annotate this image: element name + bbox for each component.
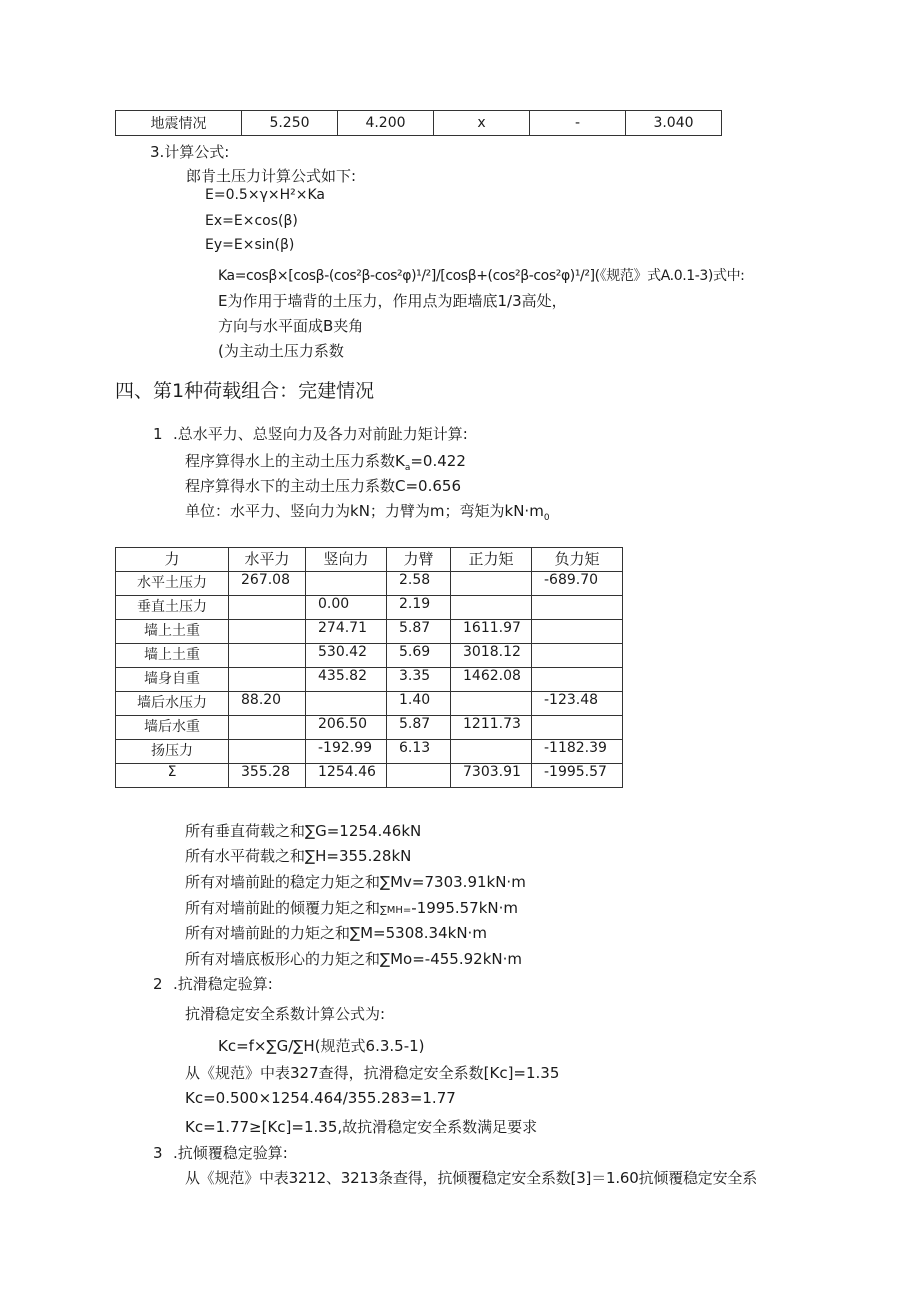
table-cell: 1.40 [387,692,451,716]
table-cell: 206.50 [306,716,387,740]
sum-mh-line [185,898,518,921]
sliding-conclusion: Kc=1.77≥[Kc]=1.35,故抗滑稳定安全系数满足要求 [185,1118,538,1136]
table-cell: -192.99 [306,740,387,764]
table-cell: 355.28 [229,764,306,788]
table-cell [229,644,306,668]
note-e: E为作用于墙背的土压力，作用点为距墙底1/3高处， [218,292,567,310]
sum-mo: 所有对墙底板形心的力矩之和∑Mo=-455.92kN·m [185,950,522,968]
table-cell: 1611.97 [451,620,532,644]
table-row [116,668,623,692]
table-cell: 6.13 [387,740,451,764]
sum-g: 所有垂直荷载之和∑G=1254.46kN [185,822,422,840]
table-header-cell: 正力矩 [451,548,532,572]
table-cell: 垂直土压力 [116,596,229,620]
ka-above-line [185,451,466,478]
table-cell [306,572,387,596]
ka-subscript: a [404,463,411,473]
seismic-table [115,110,722,136]
formula-ey: Ey=E×sin(β) [205,237,295,253]
table-cell: -689.70 [532,572,623,596]
table-cell [532,620,623,644]
sliding-table-ref: 从《规范》中表327查得，抗滑稳定安全系数[Kc]=1.35 [185,1064,560,1082]
sum-mh-prefix: 所有对墙前趾的倾覆力矩之和 [185,899,381,917]
item1-number: 1 [153,425,163,443]
table-row [116,111,722,136]
table-cell [229,740,306,764]
note-direction: 方向与水平面成B夹角 [218,317,364,335]
table-cell: 1462.08 [451,668,532,692]
table-row [116,716,623,740]
table-cell: 1211.73 [451,716,532,740]
table-cell [229,620,306,644]
table-cell: - [530,111,626,136]
table-cell: -1182.39 [532,740,623,764]
ka-above-suffix: =0.422 [410,452,466,470]
ka-above-prefix: 程序算得水上的主动土压力系数K [185,452,405,470]
table-row [116,740,623,764]
table-cell [451,596,532,620]
sum-mh-value: -1995.57kN·m [411,899,519,917]
table-header-cell: 力 [116,548,229,572]
sliding-formula: Kc=f×∑G∕∑H(规范式6.3.5-1) [218,1037,425,1055]
sliding-calc: Kc=0.500×1254.464/355.283=1.77 [185,1089,456,1107]
table-cell: 4.200 [338,111,434,136]
table-cell [306,692,387,716]
table-cell: 扬压力 [116,740,229,764]
sliding-intro: 抗滑稳定安全系数计算公式为: [185,1005,386,1023]
table-cell: 2.58 [387,572,451,596]
table-cell [451,740,532,764]
table-row [116,692,623,716]
table-cell [451,572,532,596]
item3-number: 3 [153,1144,163,1162]
table-cell: 5.87 [387,620,451,644]
table-cell: 435.82 [306,668,387,692]
item2-heading: .抗滑稳定验算: [173,975,273,993]
table-cell: 530.42 [306,644,387,668]
table-cell: 3.35 [387,668,451,692]
sum-m: 所有对墙前趾的力矩之和∑M=5308.34kN·m [185,924,487,942]
force-table [115,547,623,788]
table-cell: 7303.91 [451,764,532,788]
table-cell: 0.00 [306,596,387,620]
item3-heading: .抗倾覆稳定验算: [173,1144,288,1162]
table-total-row [116,764,623,788]
table-row [116,644,623,668]
section-heading: 四、第1种荷载组合：完建情况 [115,380,375,402]
formula-intro: 郎肯土压力计算公式如下: [186,167,357,185]
table-header-row [116,548,623,572]
table-header-cell: 负力矩 [532,548,623,572]
formula-heading: 3.计算公式: [150,143,230,161]
item2-number: 2 [153,975,163,993]
table-cell: 3.040 [626,111,722,136]
formula-ex: Ex=E×cos(β) [205,213,298,229]
table-cell: 墙后水重 [116,716,229,740]
units-line [185,501,550,528]
table-cell [532,644,623,668]
table-cell: 墙后水压力 [116,692,229,716]
table-cell: 水平土压力 [116,572,229,596]
table-cell: 5.250 [242,111,338,136]
table-row [116,572,623,596]
table-cell: 274.71 [306,620,387,644]
table-cell: 3018.12 [451,644,532,668]
table-cell: 267.08 [229,572,306,596]
table-cell: x [434,111,530,136]
table-cell [451,692,532,716]
item1-heading: .总水平力、总竖向力及各力对前趾力矩计算: [173,425,468,443]
table-cell [532,596,623,620]
table-cell: 5.87 [387,716,451,740]
table-cell: 88.20 [229,692,306,716]
table-cell: -123.48 [532,692,623,716]
units-subscript: 0 [543,513,550,523]
formula-ka: Ka=cosβ×[cosβ-(cos²β-cos²φ)¹/²]/[cosβ+(cos²β-cos²φ)¹/²](《规范》式A.0.1-3)式中: [218,268,745,284]
table-cell [229,716,306,740]
table-row [116,596,623,620]
table-header-cell: 竖向力 [306,548,387,572]
table-cell [387,764,451,788]
table-cell [532,716,623,740]
table-cell: 1254.46 [306,764,387,788]
table-cell: -1995.57 [532,764,623,788]
table-cell: 5.69 [387,644,451,668]
table-row [116,620,623,644]
formula-e: E=0.5×γ×H²×Ka [205,187,325,203]
table-cell: 墙上土重 [116,644,229,668]
units-text: 单位：水平力、竖向力为kN；力臂为m；弯矩为kN·m [185,502,544,520]
table-cell: 2.19 [387,596,451,620]
table-cell [532,668,623,692]
sum-h: 所有水平荷载之和∑H=355.28kN [185,847,412,865]
note-ka: (为主动土压力系数 [218,342,344,360]
table-cell: 地震情况 [116,111,242,136]
table-cell: 墙上土重 [116,620,229,644]
overturning-table-ref: 从《规范》中表3212、3213条查得，抗倾覆稳定安全系数[3]＝1.60抗倾覆稳定安全系 [185,1169,757,1187]
ka-below-line: 程序算得水下的主动土压力系数C=0.656 [185,477,461,495]
table-cell [229,596,306,620]
table-header-cell: 力臂 [387,548,451,572]
table-cell [229,668,306,692]
table-cell: 墙身自重 [116,668,229,692]
sum-mv: 所有对墙前趾的稳定力矩之和∑Mv=7303.91kN·m [185,873,526,891]
table-header-cell: 水平力 [229,548,306,572]
table-cell: Σ [116,764,229,788]
sum-mh-symbol: ∑MH= [380,905,412,916]
